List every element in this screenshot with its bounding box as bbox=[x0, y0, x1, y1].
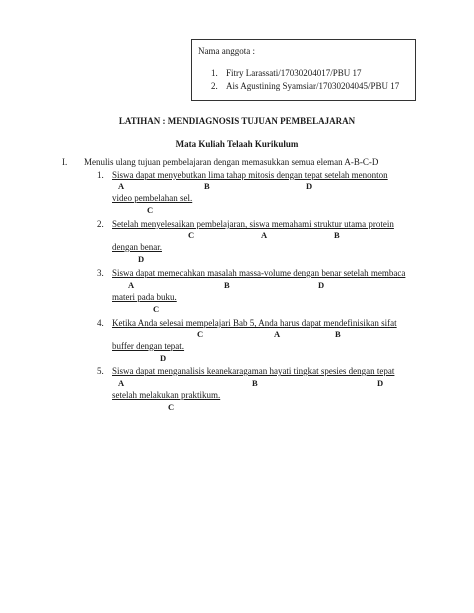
element-mark: D bbox=[160, 353, 167, 363]
element-mark: B bbox=[224, 280, 230, 290]
element-mark: D bbox=[377, 378, 384, 388]
section-instruction: Menulis ulang tujuan pembelajaran dengan memasukkan semua eleman A-B-C-D bbox=[84, 157, 379, 167]
element-mark: A bbox=[274, 329, 281, 339]
item-objective-line2: buffer dengan tepat. bbox=[112, 341, 185, 351]
item-number: 3. bbox=[97, 268, 104, 278]
element-mark: B bbox=[252, 378, 258, 388]
item-objective-line1: Siswa dapat menyebutkan lima tahap mitosis dengan tepat setelah menonton bbox=[112, 170, 388, 180]
element-mark: C bbox=[168, 402, 175, 412]
element-mark: D bbox=[306, 181, 313, 191]
element-mark: D bbox=[318, 280, 325, 290]
item-objective-line1: Setelah menyelesaikan pembelajaran, siswa memahami struktur utama protein bbox=[112, 219, 394, 229]
section-number: I. bbox=[62, 157, 68, 167]
element-mark: C bbox=[147, 205, 154, 215]
element-mark: B bbox=[335, 329, 341, 339]
item-number: 4. bbox=[97, 318, 104, 328]
item-objective-line2: video pembelahan sel. bbox=[112, 193, 193, 203]
item-objective-line1: Siswa dapat menganalisis keanekaragaman hayati tingkat spesies dengan tepat bbox=[112, 366, 395, 376]
element-mark: A bbox=[261, 230, 268, 240]
item-objective-line2: materi pada buku. bbox=[112, 292, 177, 302]
member-name: Fitry Larassati/17030204017/PBU 17 bbox=[226, 68, 362, 78]
element-mark: C bbox=[153, 304, 160, 314]
element-mark: A bbox=[128, 280, 135, 290]
members-heading: Nama anggota : bbox=[198, 46, 255, 56]
element-mark: D bbox=[138, 254, 145, 264]
item-objective-line2: setelah melakukan praktikum. bbox=[112, 390, 221, 400]
element-mark: A bbox=[118, 378, 125, 388]
document-subtitle: Mata Kuliah Telaah Kurikulum bbox=[175, 139, 299, 149]
member-number: 2. bbox=[211, 81, 218, 91]
item-objective-line1: Ketika Anda selesai mempelajari Bab 5, Anda harus dapat mendefinisikan sifat bbox=[112, 318, 397, 328]
element-mark: A bbox=[118, 181, 125, 191]
element-mark: C bbox=[197, 329, 204, 339]
element-mark: B bbox=[204, 181, 210, 191]
item-number: 1. bbox=[97, 170, 104, 180]
element-mark: C bbox=[188, 230, 195, 240]
element-mark: B bbox=[334, 230, 340, 240]
item-number: 5. bbox=[97, 366, 104, 376]
item-objective-line1: Siswa dapat memecahkan masalah massa-volume dengan benar setelah membaca bbox=[112, 268, 406, 278]
item-number: 2. bbox=[97, 219, 104, 229]
document-title: LATIHAN : MENDIAGNOSIS TUJUAN PEMBELAJARAN bbox=[118, 116, 356, 126]
item-objective-line2: dengan benar. bbox=[112, 242, 162, 252]
member-number: 1. bbox=[211, 68, 218, 78]
member-name: Ais Agustining Syamsiar/17030204045/PBU 17 bbox=[226, 81, 400, 91]
